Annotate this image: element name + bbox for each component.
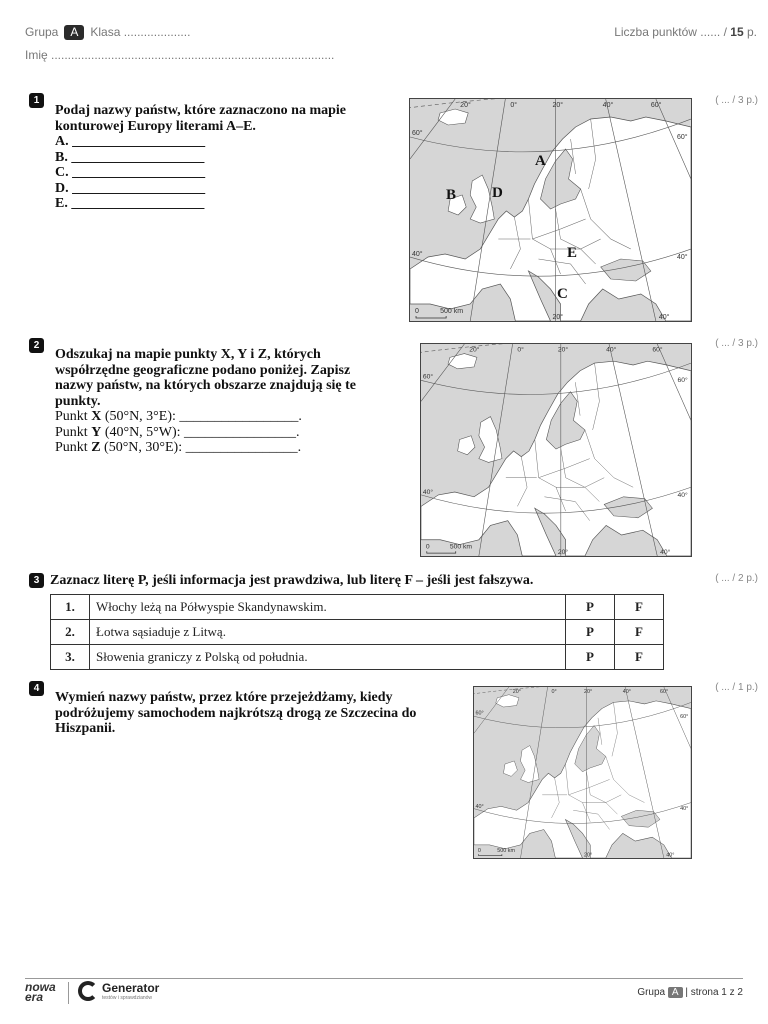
svg-text:40°: 40° — [680, 806, 689, 813]
answer-a: A. ___________________ — [55, 134, 206, 149]
svg-text:40°: 40° — [412, 251, 423, 258]
footer-page-info: Grupa A | strona 1 z 2 — [637, 987, 743, 998]
svg-text:40°: 40° — [422, 488, 434, 496]
svg-text:60°: 60° — [676, 134, 688, 141]
option-p[interactable]: P — [566, 595, 615, 620]
true-false-table — [50, 594, 664, 670]
svg-text:40°: 40° — [666, 852, 675, 858]
svg-text:20°: 20° — [469, 346, 480, 354]
svg-text:0: 0 — [425, 543, 430, 551]
svg-text:0°: 0° — [551, 689, 557, 696]
footer-group-badge: A — [668, 987, 683, 998]
question-1: Podaj nazwy państw, które zaznaczono na mapie konturowej Europy literami A–E. A. ___________________ B. ___________________ C. ___________________ D. ___________________ E. ___________________ — [55, 103, 347, 211]
name-field: Imię ..................................................................................... — [25, 48, 335, 62]
question-2: Odszukaj na mapie punkty X, Y i Z, których współrzędne geograficzne podano poniżej. Zapisz nazwy państw, na których obszarze znajdują się te punkty. Punkt X (50°N, 3°E): _________________. Punkt Y (40°N, 5°W): ________________. Punkt Z (50°N, 30°E): ________________. — [55, 347, 356, 455]
option-p[interactable]: P — [566, 620, 615, 645]
question-number-1: 1 — [29, 93, 44, 108]
svg-text:500 km: 500 km — [497, 847, 515, 854]
question-1-points: ( ... / 3 p.) — [715, 95, 758, 106]
svg-text:60°: 60° — [475, 710, 484, 717]
map-question-4 — [473, 686, 692, 859]
map-letter-b: B — [446, 187, 457, 203]
question-number-3: 3 — [29, 573, 44, 588]
question-number-4: 4 — [29, 681, 44, 696]
svg-text:20°: 20° — [552, 102, 564, 109]
svg-text:0: 0 — [415, 308, 419, 315]
group-badge: A — [64, 25, 84, 40]
svg-text:40°: 40° — [606, 346, 617, 354]
svg-text:40°: 40° — [622, 689, 631, 696]
table-row: 1. Włochy leżą na Półwyspie Skandynawskim. P F — [51, 595, 664, 620]
question-3-prompt: Zaznacz literę P, jeśli informacja jest prawdziwa, lub literę F – jeśli jest fałszywa. — [50, 573, 534, 588]
option-f[interactable]: F — [615, 645, 664, 670]
answer-b: B. ___________________ — [55, 149, 205, 165]
generator-logo-text: Generator — [102, 981, 160, 995]
answer-c: C. ___________________ — [55, 165, 206, 180]
svg-text:40°: 40° — [676, 254, 688, 261]
svg-text:500 km: 500 km — [449, 543, 473, 551]
map-letter-d: D — [492, 185, 503, 201]
europe-contour-map-svg — [474, 687, 691, 858]
map-question-1 — [409, 98, 692, 322]
svg-text:20°: 20° — [512, 689, 521, 696]
option-p[interactable]: P — [566, 645, 615, 670]
logo-divider — [68, 982, 69, 1004]
svg-text:40°: 40° — [602, 102, 614, 109]
point-x: Punkt X (50°N, 3°E): _________________. — [55, 409, 302, 424]
option-f[interactable]: F — [615, 595, 664, 620]
question-4: Wymień nazwy państw, przez które przejeżdżamy, kiedy podróżujemy samochodem najkrótszą drogą ze Szczecina do Hiszpanii. — [55, 690, 417, 736]
answer-d: D. ___________________ — [55, 180, 206, 196]
map-question-2 — [420, 343, 692, 557]
option-f[interactable]: F — [615, 620, 664, 645]
answer-e: E. ___________________ — [55, 196, 205, 211]
europe-contour-map-svg — [410, 99, 691, 321]
question-4-points: ( ... / 1 p.) — [715, 682, 758, 693]
svg-text:0°: 0° — [510, 102, 518, 109]
header-group-class — [25, 25, 190, 40]
map-letter-e: E — [567, 245, 578, 261]
map-letter-a: A — [535, 153, 546, 169]
europe-contour-map-svg — [421, 344, 691, 556]
svg-text:60°: 60° — [422, 373, 434, 381]
svg-text:60°: 60° — [652, 346, 663, 354]
svg-text:0°: 0° — [517, 346, 524, 354]
group-label: Grupa — [25, 25, 59, 39]
table-row: 3. Słowenia graniczy z Polską od południa. P F — [51, 645, 664, 670]
map-letter-c: C — [557, 286, 568, 302]
svg-text:20°: 20° — [552, 314, 564, 321]
svg-text:60°: 60° — [680, 713, 689, 720]
svg-text:20°: 20° — [584, 852, 593, 858]
table-row: 2. Łotwa sąsiaduje z Litwą. P F — [51, 620, 664, 645]
svg-text:40°: 40° — [475, 803, 484, 810]
footer-divider — [25, 978, 743, 979]
generator-subtitle: testów i sprawdzianów — [102, 995, 153, 1001]
point-y: Punkt Y (40°N, 5°W): ________________. — [55, 424, 300, 440]
svg-text:20°: 20° — [460, 102, 471, 109]
svg-text:20°: 20° — [557, 549, 569, 556]
svg-text:60°: 60° — [412, 130, 423, 137]
svg-text:40°: 40° — [677, 491, 688, 499]
svg-text:0: 0 — [477, 847, 481, 854]
svg-text:20°: 20° — [557, 346, 569, 354]
points-total: Liczba punktów ...... / 15 p. — [614, 25, 757, 39]
svg-text:60°: 60° — [660, 689, 669, 696]
generator-logo-icon — [78, 981, 98, 1001]
nowa-era-logo: nowa era — [25, 980, 56, 1004]
svg-text:40°: 40° — [658, 314, 670, 321]
svg-text:40°: 40° — [660, 549, 671, 556]
question-2-points: ( ... / 3 p.) — [715, 338, 758, 349]
question-number-2: 2 — [29, 338, 44, 353]
class-field: Klasa .................... — [90, 25, 191, 39]
question-3-points: ( ... / 2 p.) — [715, 573, 758, 584]
svg-text:60°: 60° — [650, 102, 662, 109]
svg-text:60°: 60° — [677, 377, 688, 385]
svg-text:20°: 20° — [584, 689, 593, 696]
point-z: Punkt Z (50°N, 30°E): ________________. — [55, 440, 302, 455]
svg-text:500 km: 500 km — [440, 308, 464, 315]
